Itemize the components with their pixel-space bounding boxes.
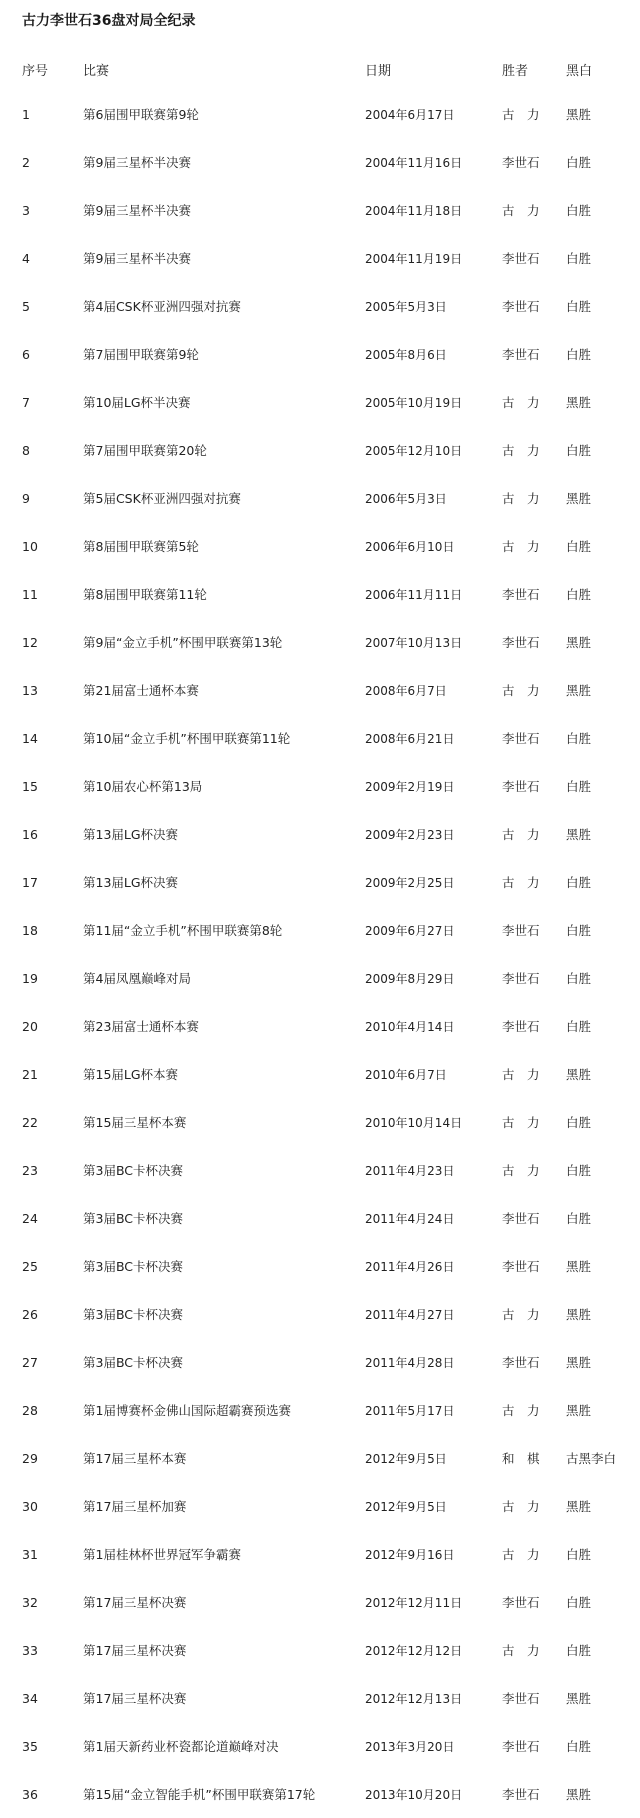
cell-winner: 古 力 [502,875,540,890]
cell-winner: 李世石 [502,1787,540,1802]
cell-date: 2012年12月13日 [365,1691,463,1706]
table-row [0,138,640,186]
cell-color: 黑胜 [566,635,592,650]
cell-no: 29 [22,1450,38,1466]
cell-date: 2005年12月10日 [365,443,463,458]
cell-date: 2012年12月12日 [365,1643,463,1658]
cell-match: 第3届BC卡杯决赛 [83,1307,184,1322]
cell-match: 第8届围甲联赛第5轮 [83,539,199,554]
cell-no: 18 [22,922,38,938]
cell-color: 白胜 [566,1595,592,1610]
table-row [0,234,640,282]
cell-date: 2013年10月20日 [365,1787,463,1802]
cell-no: 17 [22,874,38,890]
cell-match: 第6届围甲联赛第9轮 [83,107,199,122]
table-row [0,330,640,378]
cell-date: 2006年6月10日 [365,539,455,554]
cell-match: 第10届“金立手机”杯围甲联赛第11轮 [83,731,291,746]
cell-color: 黑胜 [566,1691,592,1706]
cell-date: 2012年9月5日 [365,1451,447,1466]
cell-match: 第9届三星杯半决赛 [83,203,191,218]
cell-date: 2012年9月16日 [365,1547,455,1562]
cell-winner: 古 力 [502,1115,540,1130]
cell-no: 6 [22,346,30,362]
cell-color: 古黑李白 [566,1451,617,1466]
cell-color: 白胜 [566,587,592,602]
table-row [0,618,640,666]
cell-match: 第9届三星杯半决赛 [83,251,191,266]
cell-color: 黑胜 [566,1499,592,1514]
cell-date: 2006年5月3日 [365,491,447,506]
cell-color: 白胜 [566,779,592,794]
cell-no: 24 [22,1210,38,1226]
cell-winner: 李世石 [502,731,540,746]
cell-winner: 古 力 [502,1307,540,1322]
table-row [0,954,640,1002]
cell-date: 2011年4月28日 [365,1355,455,1370]
table-row [0,1770,640,1818]
table-row [0,570,640,618]
cell-winner: 古 力 [502,1403,540,1418]
cell-match: 第11届“金立手机”杯围甲联赛第8轮 [83,923,283,938]
cell-winner: 李世石 [502,1355,540,1370]
header-color: 黑白 [566,63,593,79]
cell-color: 白胜 [566,539,592,554]
cell-no: 19 [22,970,38,986]
cell-match: 第1届桂林杯世界冠军争霸赛 [83,1547,241,1562]
cell-no: 4 [22,250,30,266]
cell-match: 第5届CSK杯亚洲四强对抗赛 [83,491,241,506]
cell-no: 3 [22,202,30,218]
cell-date: 2004年11月19日 [365,251,463,266]
cell-no: 23 [22,1162,38,1178]
cell-color: 白胜 [566,1211,592,1226]
cell-match: 第17届三星杯决赛 [83,1643,187,1658]
cell-color: 白胜 [566,1163,592,1178]
header-row [0,48,640,90]
cell-no: 1 [22,106,30,122]
cell-color: 白胜 [566,971,592,986]
table-row [0,378,640,426]
cell-match: 第3届BC卡杯决赛 [83,1355,184,1370]
table-row [0,666,640,714]
cell-no: 9 [22,490,30,506]
cell-winner: 古 力 [502,107,540,122]
table-row [0,1434,640,1482]
table-row [0,1386,640,1434]
cell-color: 黑胜 [566,827,592,842]
table-row [0,1242,640,1290]
table-row [0,1530,640,1578]
table-row [0,1338,640,1386]
table-row [0,906,640,954]
cell-date: 2009年8月29日 [365,971,455,986]
cell-winner: 李世石 [502,1739,540,1754]
cell-color: 白胜 [566,347,592,362]
table-row [0,1674,640,1722]
cell-no: 27 [22,1354,38,1370]
cell-winner: 李世石 [502,1211,540,1226]
cell-winner: 李世石 [502,1691,540,1706]
cell-match: 第17届三星杯加赛 [83,1499,187,1514]
cell-match: 第3届BC卡杯决赛 [83,1211,184,1226]
table-row [0,90,640,138]
cell-no: 16 [22,826,38,842]
cell-match: 第10届农心杯第13局 [83,779,203,794]
cell-color: 白胜 [566,1115,592,1130]
cell-color: 白胜 [566,1019,592,1034]
cell-match: 第15届LG杯本赛 [83,1067,179,1082]
cell-color: 白胜 [566,1739,592,1754]
cell-match: 第23届富士通杯本赛 [83,1019,199,1034]
table-row [0,1482,640,1530]
cell-no: 32 [22,1594,38,1610]
cell-winner: 古 力 [502,443,540,458]
cell-date: 2011年5月17日 [365,1403,455,1418]
cell-date: 2005年5月3日 [365,299,447,314]
cell-winner: 李世石 [502,1019,540,1034]
cell-date: 2004年11月18日 [365,203,463,218]
table-row [0,810,640,858]
table-row [0,474,640,522]
cell-match: 第9届“金立手机”杯围甲联赛第13轮 [83,635,283,650]
cell-date: 2011年4月26日 [365,1259,455,1274]
cell-winner: 古 力 [502,1547,540,1562]
cell-color: 黑胜 [566,491,592,506]
table-row [0,1146,640,1194]
cell-match: 第17届三星杯决赛 [83,1691,187,1706]
cell-match: 第9届三星杯半决赛 [83,155,191,170]
cell-no: 15 [22,778,38,794]
cell-date: 2005年10月19日 [365,395,463,410]
page-title: 古力李世石36盘对局全纪录 [22,13,196,29]
cell-no: 30 [22,1498,38,1514]
cell-color: 白胜 [566,251,592,266]
cell-color: 白胜 [566,1547,592,1562]
cell-winner: 古 力 [502,827,540,842]
cell-winner: 古 力 [502,539,540,554]
cell-match: 第7届围甲联赛第20轮 [83,443,207,458]
cell-winner: 古 力 [502,1067,540,1082]
cell-no: 12 [22,634,38,650]
cell-date: 2010年4月14日 [365,1019,455,1034]
cell-winner: 李世石 [502,251,540,266]
cell-match: 第4届CSK杯亚洲四强对抗赛 [83,299,241,314]
cell-color: 白胜 [566,203,592,218]
cell-winner: 古 力 [502,395,540,410]
table-row [0,186,640,234]
cell-color: 黑胜 [566,395,592,410]
cell-no: 7 [22,394,30,410]
cell-date: 2009年6月27日 [365,923,455,938]
cell-date: 2010年6月7日 [365,1067,447,1082]
table-row [0,1626,640,1674]
cell-winner: 李世石 [502,155,540,170]
cell-color: 白胜 [566,731,592,746]
cell-date: 2009年2月23日 [365,827,455,842]
cell-no: 25 [22,1258,38,1274]
table-row [0,1194,640,1242]
cell-winner: 李世石 [502,347,540,362]
cell-no: 10 [22,538,38,554]
cell-match: 第13届LG杯决赛 [83,827,179,842]
table-row [0,522,640,570]
cell-date: 2009年2月19日 [365,779,455,794]
cell-no: 33 [22,1642,38,1658]
cell-color: 白胜 [566,923,592,938]
cell-color: 黑胜 [566,107,592,122]
table-row [0,1290,640,1338]
cell-winner: 李世石 [502,971,540,986]
cell-color: 黑胜 [566,683,592,698]
cell-winner: 古 力 [502,1163,540,1178]
cell-no: 34 [22,1690,38,1706]
cell-match: 第17届三星杯决赛 [83,1595,187,1610]
cell-match: 第4届凤凰巅峰对局 [83,971,191,986]
cell-winner: 李世石 [502,923,540,938]
cell-winner: 古 力 [502,1643,540,1658]
cell-date: 2004年11月16日 [365,155,463,170]
cell-winner: 古 力 [502,203,540,218]
cell-winner: 古 力 [502,683,540,698]
cell-no: 11 [22,586,38,602]
table-row [0,1002,640,1050]
cell-date: 2012年9月5日 [365,1499,447,1514]
table-body [0,90,640,1818]
cell-match: 第1届天新药业杯瓷都论道巅峰对决 [83,1739,279,1754]
cell-color: 白胜 [566,299,592,314]
cell-match: 第10届LG杯半决赛 [83,395,191,410]
table-row [0,1098,640,1146]
cell-color: 黑胜 [566,1307,592,1322]
cell-winner: 李世石 [502,635,540,650]
cell-winner: 古 力 [502,1499,540,1514]
cell-date: 2011年4月23日 [365,1163,455,1178]
cell-no: 22 [22,1114,38,1130]
cell-match: 第17届三星杯本赛 [83,1451,187,1466]
table-header [0,48,640,90]
cell-no: 26 [22,1306,38,1322]
cell-color: 黑胜 [566,1259,592,1274]
header-match: 比赛 [83,63,110,79]
cell-date: 2006年11月11日 [365,587,463,602]
cell-match: 第15届三星杯本赛 [83,1115,187,1130]
cell-match: 第8届围甲联赛第11轮 [83,587,207,602]
cell-match: 第1届博赛杯金佛山国际超霸赛预选赛 [83,1403,291,1418]
cell-no: 21 [22,1066,38,1082]
cell-match: 第7届围甲联赛第9轮 [83,347,199,362]
cell-no: 20 [22,1018,38,1034]
cell-color: 白胜 [566,875,592,890]
cell-color: 黑胜 [566,1403,592,1418]
cell-color: 白胜 [566,155,592,170]
cell-no: 31 [22,1546,38,1562]
cell-winner: 和 棋 [502,1451,540,1466]
cell-winner: 李世石 [502,779,540,794]
cell-date: 2008年6月7日 [365,683,447,698]
cell-date: 2005年8月6日 [365,347,447,362]
cell-date: 2010年10月14日 [365,1115,463,1130]
cell-no: 13 [22,682,38,698]
cell-date: 2011年4月27日 [365,1307,455,1322]
table-row [0,714,640,762]
cell-match: 第15届“金立智能手机”杯围甲联赛第17轮 [83,1787,316,1802]
cell-date: 2004年6月17日 [365,107,455,122]
table-row [0,1722,640,1770]
cell-color: 白胜 [566,443,592,458]
cell-match: 第3届BC卡杯决赛 [83,1163,184,1178]
cell-no: 28 [22,1402,38,1418]
table-row [0,858,640,906]
table-row [0,426,640,474]
cell-date: 2011年4月24日 [365,1211,455,1226]
cell-color: 白胜 [566,1643,592,1658]
cell-no: 14 [22,730,38,746]
cell-no: 35 [22,1738,38,1754]
cell-match: 第21届富士通杯本赛 [83,683,199,698]
cell-date: 2013年3月20日 [365,1739,455,1754]
cell-match: 第13届LG杯决赛 [83,875,179,890]
cell-date: 2008年6月21日 [365,731,455,746]
cell-winner: 李世石 [502,299,540,314]
cell-color: 黑胜 [566,1067,592,1082]
table-row [0,1050,640,1098]
cell-no: 5 [22,298,30,314]
cell-date: 2009年2月25日 [365,875,455,890]
cell-no: 2 [22,154,30,170]
cell-winner: 李世石 [502,1259,540,1274]
header-winner: 胜者 [502,63,529,79]
cell-match: 第3届BC卡杯决赛 [83,1259,184,1274]
cell-winner: 李世石 [502,587,540,602]
header-date: 日期 [365,63,392,79]
table-row [0,1578,640,1626]
cell-color: 黑胜 [566,1787,592,1802]
header-no: 序号 [22,63,49,79]
cell-date: 2012年12月11日 [365,1595,463,1610]
table-row [0,282,640,330]
cell-color: 黑胜 [566,1355,592,1370]
cell-date: 2007年10月13日 [365,635,463,650]
records-table [0,48,640,1818]
cell-no: 8 [22,442,30,458]
cell-no: 36 [22,1786,38,1802]
cell-winner: 古 力 [502,491,540,506]
cell-winner: 李世石 [502,1595,540,1610]
table-row [0,762,640,810]
